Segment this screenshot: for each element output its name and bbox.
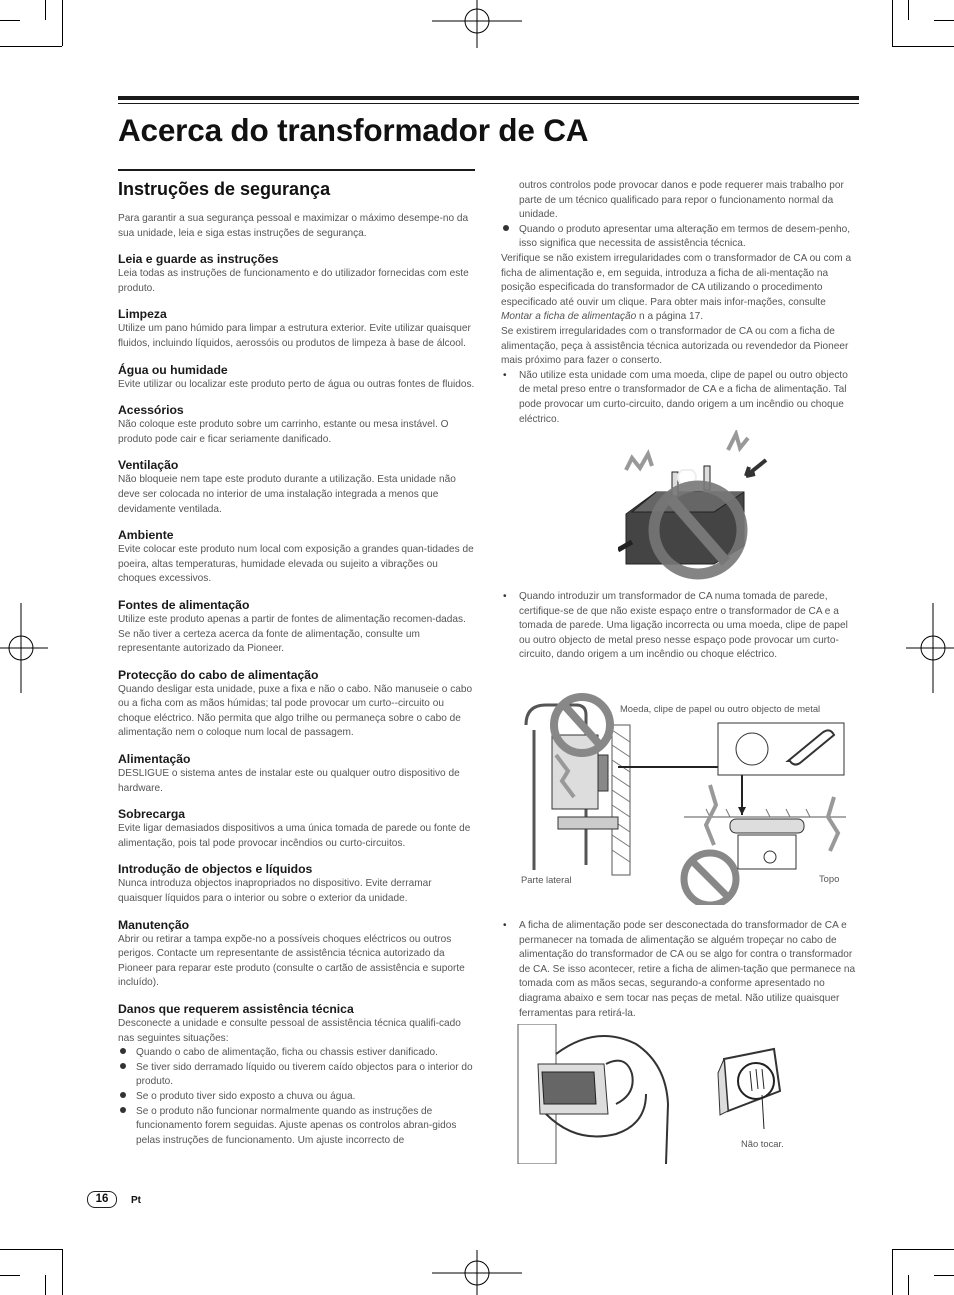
crop-mark [0,20,20,21]
item-heading: Sobrecarga [118,807,186,822]
title-rules [118,96,859,104]
crop-mark [892,1249,954,1250]
page-title: Acerca do transformador de CA [118,112,589,148]
figure-caption: Topo [819,873,840,884]
registration-mark [0,603,48,693]
crop-mark [62,1249,63,1295]
list-item: Se o produto tiver sido exposto a chuva ou água. [118,1090,475,1105]
list-item: Se tiver sido derramado líquido ou tiverem caído objectos para o interior do produto. [118,1061,475,1090]
item-heading: Limpeza [118,307,167,322]
crop-mark [892,1249,893,1295]
safety-item [118,458,475,517]
list-item: • Não utilize esta unidade com uma moeda, clipe de papel ou outro objecto de metal preso entre o transformador de CA e a ficha de alimentação. Tal pode provocar um curto-circuito, dando origem a um incêndio ou choque eléctrico. [501,369,859,427]
item-heading: Alimentação [118,752,191,767]
registration-mark [906,603,954,693]
item-text: Evite colocar este produto num local com exposição a grandes quan-tidades de poeira, altas temperaturas, humidade elevada ou sujeito a vibrações ou choques excessivos. [118,544,474,585]
item-text: Evite utilizar ou localizar este produto perto de água ou outras fontes de fluidos. [118,378,475,390]
irregularity-text: Se existirem irregularidades com o transformador de CA ou com a ficha de alimentação, peça à assistência técnica autorizada ou revendedor da Pioneer mais próximo para fazer o conserto. [501,325,849,367]
section-title: Instruções de segurança [118,179,331,199]
plug-do-not-touch-illustration [716,1045,786,1129]
item-heading: Leia e guarde as instruções [118,252,279,267]
item-text: Quando desligar esta unidade, puxe a fixa e não o cabo. Não manuseie o cabo ou a ficha com as mãos húmidas; tal pode provocar um curto--circuito ou choque eléctrico. Não permita que algo trilhe ou permaneça sobre o cabo de alimentação nem o coloque num local de passagem. [118,683,473,739]
left-column [118,169,475,1148]
crop-mark [0,46,62,47]
list-item: Se o produto não funcionar normalmente quando as instruções de funcionamento forem seguidas. Ajuste apenas os controlos abran-gidos pelas instruções de funcionamento. Um ajuste incorrecto de [118,1105,475,1149]
item-text: Utilize este produto apenas a partir de fontes de alimentação recomen-dadas. Se não tiver a certeza acerca da fonte de alimentação, consulte um representante autorizado da Pioneer. [118,613,466,655]
adapter-paperclip-illustration [618,430,774,582]
plug-removal-illustration [516,1024,676,1164]
crop-mark [908,1275,909,1295]
list-item: Quando o cabo de alimentação, ficha ou chassis estiver danificado. [118,1046,475,1061]
crop-mark [892,0,893,46]
item-heading: Acessórios [118,403,184,418]
item-text: DESLIGUE o sistema antes de instalar este ou qualquer outro dispositivo de hardware. [118,768,460,794]
list-item: Quando o produto apresentar uma alteração em termos de desem-penho, isso significa que necessita de assistência técnica. [501,223,859,252]
safety-item [118,363,475,393]
item-text: Desconecte a unidade e consulte pessoal de assistência técnica qualifi-cado nas seguintes situações: [118,1018,461,1044]
bullet-icon [501,590,519,663]
intro-text: Para garantir a sua segurança pessoal e maximizar o máximo desempe-no da sua unidade, leia e siga estas instruções de segurança. [118,213,469,239]
language-label: Pt [131,1195,141,1206]
safety-item [118,862,475,906]
item-text: Nunca introduza objectos inapropriados no dispositivo. Evite derramar quaisquer líquidos para o interior ou sobre o exterior da unidade. [118,878,432,905]
safety-item [118,752,475,796]
safety-item [118,403,475,447]
item-text: Evite ligar demasiados dispositivos a uma única tomada de parede ou fonte de alimentação, pois tal pode provocar incêndios ou curto-circuitos. [118,823,471,849]
crop-mark [45,0,46,20]
crop-mark [908,0,909,20]
safety-item [118,528,475,587]
bullet-icon [118,1090,136,1105]
safety-item [118,252,475,296]
registration-mark [432,1250,522,1295]
service-section [118,1002,475,1148]
item-heading: Protecção do cabo de alimentação [118,667,319,682]
item-text: Não coloque este produto sobre um carrinho, estante ou mesa instável. O produto pode cair e ficar seriamente danificado. [118,419,449,445]
crop-mark [892,46,954,47]
crop-mark [0,1275,20,1276]
item-heading: Ventilação [118,458,179,473]
crop-mark [934,1275,954,1276]
item-text: Utilize um pano húmido para limpar a estrutura exterior. Evite utilizar quaisquer fluidos, incluindo líquidos, aerossóis ou produtos de limpeza à base de álcool. [118,323,471,349]
list-item: • Quando introduzir um transformador de CA numa tomada de parede, certifique-se de que não existe espaço entre o transformador de CA e a tomada de parede. Uma ligação incorrecta ou uma moeda, clipe de papel ou outro objecto de metal preso nesse espaço pode provocar um curto-circuito, dando origem a um incêndio ou choque eléctrico. [501,590,859,663]
bullet-icon [501,369,519,427]
page-number: 16 [87,1191,117,1208]
item-heading: Ambiente [118,528,174,543]
bullet-icon [501,223,519,252]
item-heading: Fontes de alimentação [118,597,250,612]
crop-mark [934,20,954,21]
item-heading: Introdução de objectos e líquidos [118,862,313,877]
wall-gap-illustration [516,685,846,905]
item-text: Abrir ou retirar a tampa expõe-no a possíveis choques eléctricos ou outros perigos. Contacte um representante de assistência técnica autorizado da Pioneer para reparar este produto (consulte o cartão de assistência e suporte incluído). [118,933,465,989]
safety-item [118,918,475,991]
bullet-icon [118,1046,136,1061]
cross-reference: Montar a ficha de alimentação [501,311,637,323]
item-text: Não bloqueie nem tape este produto durante a utilização. Esta unidade não deve ser colocada no interior de uma instalação integrada a menos que devidamente ventilada. [118,474,456,515]
crop-mark [0,1249,62,1250]
safety-item [118,807,475,851]
section-rule [118,169,475,171]
continued-text: outros controlos pode provocar danos e pode requerer mais trabalho por parte de um técnico qualificado para repor o funcionamento normal da unidade. [519,180,844,221]
figure-caption: Parte lateral [521,874,572,885]
safety-item [118,598,475,657]
item-heading: Manutenção [118,917,190,932]
item-text: Leia todas as instruções de funcionamento e do utilizador fornecidas com este produto. [118,268,469,294]
safety-item [118,668,475,741]
safety-item [118,307,475,351]
registration-mark [432,0,522,48]
bullet-icon [118,1105,136,1149]
crop-mark [45,1275,46,1295]
list-item: • A ficha de alimentação pode ser desconectada do transformador de CA e permanecer na tomada de alimentação se alguém tropeçar no cabo de alimentação do transformador de CA ou se algo for contra o transformador de CA. Se isso acontecer, retire a ficha de alimen-tação que permanece na tomada com as mãos secas, segurando-a conforme apresentado no diagrama abaixo e sem tocar nas peças de metal. Não utilize quaisquer ferramentas para retirá-la. [501,919,859,1021]
right-column [501,179,859,427]
verify-text: Verifique se não existem irregularidades com o transformador de CA ou com a ficha de alimentação e, em seguida, introduza a ficha de ali-mentação na posição especificada do transformador de CA utilizando o procedimento especificado até ouvir um clique. Para obter mais infor-mações, consulte Montar a ficha de alimentação n a página 17. [501,252,852,323]
item-heading: Água ou humidade [118,362,228,377]
bullet-icon [118,1061,136,1090]
crop-mark [62,0,63,46]
figure-caption: Moeda, clipe de papel ou outro objecto de metal [620,703,821,714]
figure-caption: Não tocar. [741,1138,784,1149]
item-heading: Danos que requerem assistência técnica [118,1002,354,1016]
bullet-icon [501,919,519,1021]
